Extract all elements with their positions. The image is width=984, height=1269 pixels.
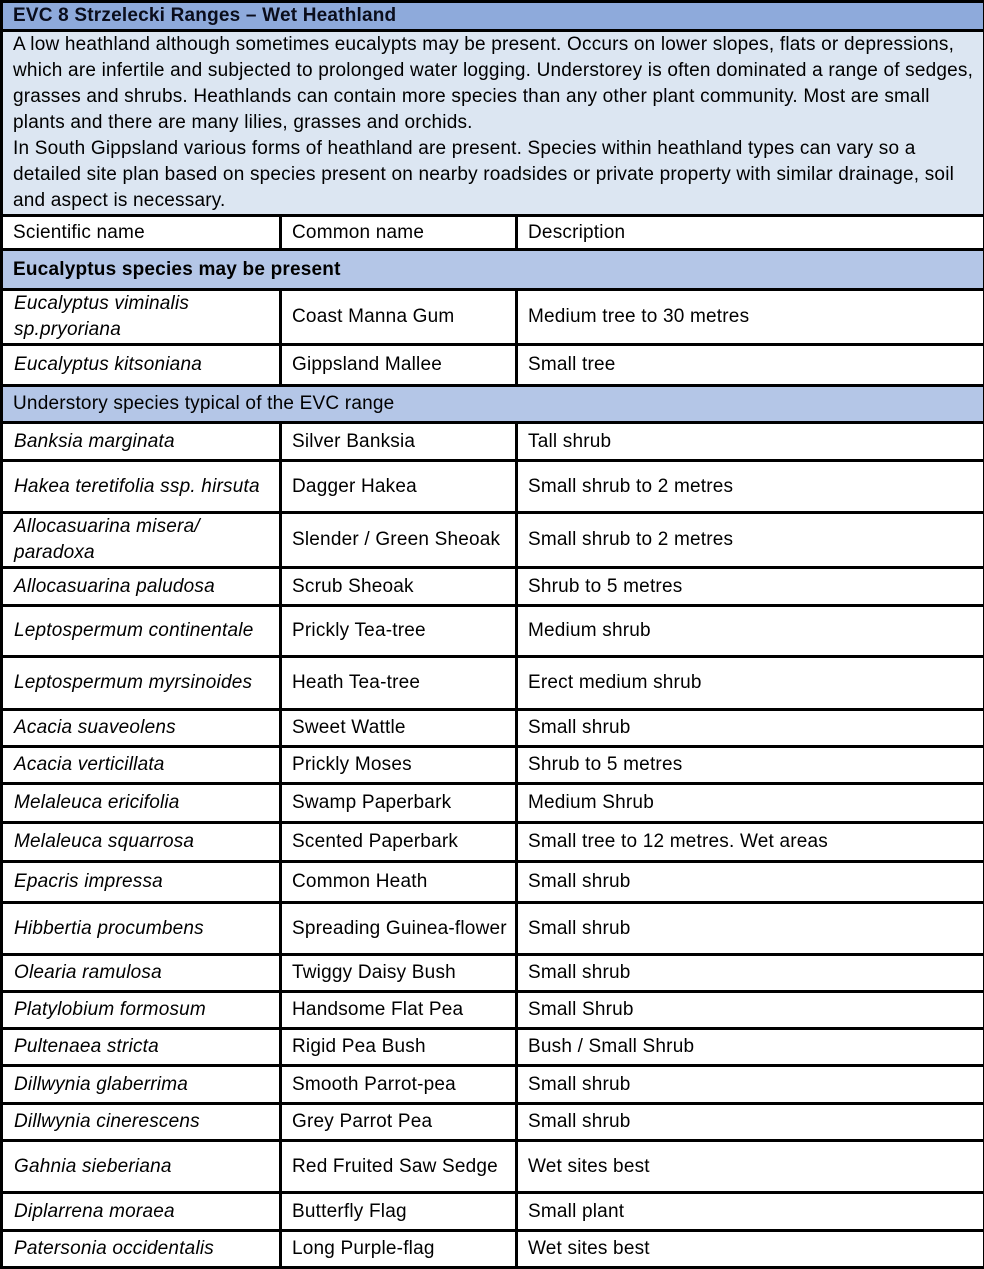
scientific-name-cell: Hibbertia procumbens (2, 903, 281, 955)
common-name-cell: Scented Paperbark (281, 823, 517, 862)
scientific-name-cell: Patersonia occidentalis (2, 1231, 281, 1268)
common-name-cell: Heath Tea-tree (281, 657, 517, 710)
species-row (2, 461, 984, 513)
scientific-name-cell: Olearia ramulosa (2, 955, 281, 992)
species-row (2, 606, 984, 657)
section-heading: Eucalyptus species may be present (2, 250, 984, 290)
description-cell: Small Shrub (517, 992, 984, 1029)
description-cell: Small shrub (517, 862, 984, 903)
common-name-cell: Red Fruited Saw Sedge (281, 1141, 517, 1193)
scientific-name-cell: Platylobium formosum (2, 992, 281, 1029)
species-row (2, 784, 984, 823)
scientific-name-cell: Allocasuarina paludosa (2, 568, 281, 606)
scientific-name-cell: Dillwynia glaberrima (2, 1066, 281, 1104)
description-cell: Small plant (517, 1193, 984, 1231)
scientific-name-cell: Hakea teretifolia ssp. hirsuta (2, 461, 281, 513)
column-header-row (2, 216, 984, 250)
column-header-description: Description (517, 216, 984, 250)
common-name-cell: Gippsland Mallee (281, 345, 517, 386)
common-name-cell: Prickly Moses (281, 747, 517, 784)
description-cell: Shrub to 5 metres (517, 747, 984, 784)
description-cell: Small shrub (517, 1066, 984, 1104)
common-name-cell: Slender / Green Sheoak (281, 513, 517, 568)
section-heading: Understory species typical of the EVC range (2, 386, 984, 423)
scientific-name-cell: Acacia suaveolens (2, 710, 281, 747)
section-heading-row (2, 250, 984, 290)
scientific-name-cell: Epacris impressa (2, 862, 281, 903)
description-cell: Small tree (517, 345, 984, 386)
species-row (2, 1141, 984, 1193)
column-header-common: Common name (281, 216, 517, 250)
scientific-name-cell: Diplarrena moraea (2, 1193, 281, 1231)
species-row (2, 992, 984, 1029)
common-name-cell: Handsome Flat Pea (281, 992, 517, 1029)
intro-row (2, 31, 984, 216)
common-name-cell: Smooth Parrot-pea (281, 1066, 517, 1104)
table-title-row (2, 2, 984, 31)
description-cell: Small shrub (517, 903, 984, 955)
species-row (2, 1104, 984, 1141)
description-cell: Wet sites best (517, 1141, 984, 1193)
scientific-name-cell: Banksia marginata (2, 423, 281, 461)
description-cell: Small shrub to 2 metres (517, 513, 984, 568)
scientific-name-cell: Eucalyptus kitsoniana (2, 345, 281, 386)
description-cell: Small shrub (517, 955, 984, 992)
description-cell: Small shrub (517, 1104, 984, 1141)
common-name-cell: Twiggy Daisy Bush (281, 955, 517, 992)
scientific-name-cell: Gahnia sieberiana (2, 1141, 281, 1193)
scientific-name-cell: Leptospermum continentale (2, 606, 281, 657)
intro-paragraph-1: A low heathland although sometimes eucalypts may be present. Occurs on lower slopes, flats or depressions, which are infertile and subjected to prolonged water logging. Understorey is often dominated a range of sedges, grasses and shrubs. Heathlands can contain more species than any other plant community. Most are small plants and there are many lilies, grasses and orchids. (13, 32, 983, 136)
species-row (2, 710, 984, 747)
description-cell: Small shrub (517, 710, 984, 747)
description-cell: Bush / Small Shrub (517, 1029, 984, 1066)
common-name-cell: Spreading Guinea-flower (281, 903, 517, 955)
species-row (2, 1066, 984, 1104)
column-header-scientific: Scientific name (2, 216, 281, 250)
common-name-cell: Sweet Wattle (281, 710, 517, 747)
species-row (2, 657, 984, 710)
common-name-cell: Butterfly Flag (281, 1193, 517, 1231)
common-name-cell: Silver Banksia (281, 423, 517, 461)
species-row (2, 1231, 984, 1268)
scientific-name-cell: Dillwynia cinerescens (2, 1104, 281, 1141)
description-cell: Medium tree to 30 metres (517, 290, 984, 345)
common-name-cell: Coast Manna Gum (281, 290, 517, 345)
common-name-cell: Rigid Pea Bush (281, 1029, 517, 1066)
common-name-cell: Grey Parrot Pea (281, 1104, 517, 1141)
scientific-name-cell: Pultenaea stricta (2, 1029, 281, 1066)
scientific-name-cell: Acacia verticillata (2, 747, 281, 784)
species-row (2, 747, 984, 784)
common-name-cell: Common Heath (281, 862, 517, 903)
scientific-name-cell: Eucalyptus viminalis sp.pryoriana (2, 290, 281, 345)
species-row (2, 345, 984, 386)
species-row (2, 823, 984, 862)
species-row (2, 955, 984, 992)
description-cell: Tall shrub (517, 423, 984, 461)
description-cell: Small tree to 12 metres. Wet areas (517, 823, 984, 862)
description-cell: Shrub to 5 metres (517, 568, 984, 606)
scientific-name-cell: Melaleuca squarrosa (2, 823, 281, 862)
common-name-cell: Swamp Paperbark (281, 784, 517, 823)
scientific-name-cell: Allocasuarina misera/ paradoxa (2, 513, 281, 568)
scientific-name-cell: Melaleuca ericifolia (2, 784, 281, 823)
species-row (2, 513, 984, 568)
scientific-name-cell: Leptospermum myrsinoides (2, 657, 281, 710)
common-name-cell: Scrub Sheoak (281, 568, 517, 606)
species-row (2, 862, 984, 903)
common-name-cell: Long Purple-flag (281, 1231, 517, 1268)
species-row (2, 1193, 984, 1231)
description-cell: Wet sites best (517, 1231, 984, 1268)
section-heading-row (2, 386, 984, 423)
species-row (2, 423, 984, 461)
species-row (2, 903, 984, 955)
intro-paragraph-2: In South Gippsland various forms of heathland are present. Species within heathland types can vary so a detailed site plan based on species present on nearby roadsides or private property with similar drainage, soil and aspect is necessary. (13, 136, 983, 214)
species-row (2, 1029, 984, 1066)
species-row (2, 290, 984, 345)
table-title: EVC 8 Strzelecki Ranges – Wet Heathland (2, 2, 984, 31)
description-cell: Medium shrub (517, 606, 984, 657)
description-cell: Small shrub to 2 metres (517, 461, 984, 513)
common-name-cell: Prickly Tea-tree (281, 606, 517, 657)
description-cell: Medium Shrub (517, 784, 984, 823)
intro-text (2, 31, 984, 216)
description-cell: Erect medium shrub (517, 657, 984, 710)
common-name-cell: Dagger Hakea (281, 461, 517, 513)
species-row (2, 568, 984, 606)
